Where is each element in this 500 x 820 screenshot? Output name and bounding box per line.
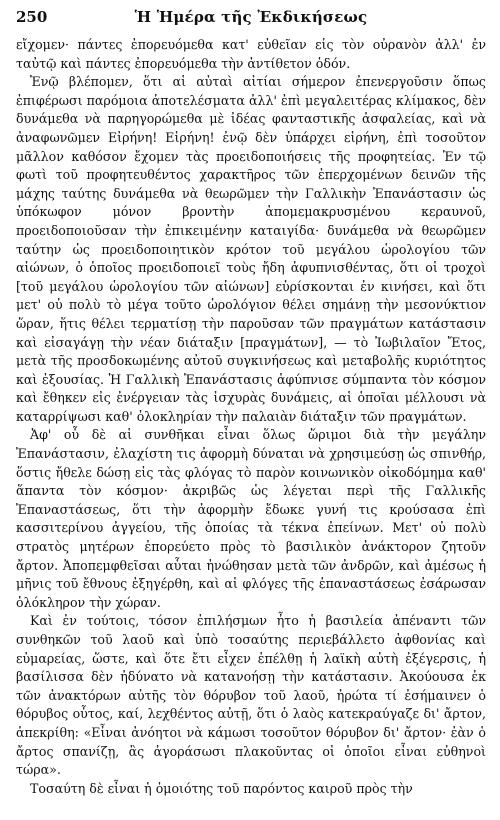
paragraph: Καὶ ἐν τούτοις, τόσον ἐπιλήσμων ἦτο ἡ βασιλεία ἀπέναντι τῶν συνθηκῶν τοῦ λαοῦ καὶ ὑπὸ τοσαύτης περιεβάλλετο ἀφθονίας καὶ εὐμαρείας, ὥστε, καὶ ὅτε ἔτι εἶχεν ἐπέλθῃ ἡ λαϊκὴ αὐτὴ ἐξέγερσις, ἡ βασίλισσα δὲν ἠδύνατο νὰ κατανοήσῃ τὴν κατάστασιν. Ἀκούουσα ἐκ τῶν ἀνακτόρων αὐτῆς τὸν θόρυβον τοῦ λαοῦ, ἠρώτα τί ἐσήμαινεν ὁ θόρυβος οὗτος, καί, λεχθέντος αὐτῇ, ὅτι ὁ λαὸς κατεκραύγαζε δι' ἄρτον, ἀπεκρίθη: «Εἶναι ἀνόητοι νὰ κάμωσι τοσοῦτον θόρυβον δι' ἄρτον· ἐὰν ὁ ἄρτος σπανίζῃ, ἂς ἀγοράσωσι πλακοῦντας οἱ ὁποῖοι εἶναι εὐθηνοὶ τώρα». bbox=[16, 613, 486, 778]
page-header bbox=[16, 8, 486, 32]
page-number: 250 bbox=[16, 8, 48, 26]
paragraph: Τοσαύτη δὲ εἶναι ἡ ὁμοιότης τοῦ παρόντος καιροῦ πρὸς τὴν bbox=[30, 780, 413, 796]
paragraph: εἴχομεν· πάντες ἐπορευόμεθα κατ' εὐθεῖαν εἰς τὸν οὐρανὸν ἀλλ' ἐν ταὐτῷ καὶ πάντες ἐπορευόμεθα τὴν ἀντίθετον ὁδόν. bbox=[16, 37, 486, 71]
running-head: Ἡ Ἡμέρα τῆς Ἐκδικήσεως bbox=[134, 8, 368, 26]
body-text bbox=[16, 36, 486, 798]
book-page bbox=[16, 8, 486, 798]
paragraph: Ἐνῷ βλέπομεν, ὅτι αἱ αὐταὶ αἰτίαι σήμερον ἐπενεργοῦσιν ὅπως ἐπιφέρωσι παρόμοια ἀποτελέσματα ἀλλ' ἐπὶ μεγαλειτέρας κλίμακος, δὲν δυνάμεθα νὰ παρηγορώμεθα μὲ ἰδέας φανταστικῆς ἀσφαλείας, καὶ νὰ ἀναφωνῶμεν Εἰρήνη! Εἰρήνη! ἐνῷ δὲν ὑπάρχει εἰρήνη, ἐπὶ τοσοῦτον μᾶλλον καθόσον ἔχομεν τὰς προειδοποιήσεις τῆς προφητείας. Ἐν τῷ φωτὶ τοῦ προφητευθέντος χαρακτῆρος τῶν ἐπερχομένων δεινῶν τῆς μάχης ταύτης δυνάμεθα νὰ θεωρῶμεν τὴν Γαλλικὴν Ἐπανάστασιν ὡς ὑπόκωφον μόνον βροντὴν ἀπομεμακρυσμένου κεραυνοῦ, προειδοποιοῦσαν τὴν ἐπικειμένην καταιγίδα· δυνάμεθα νὰ θεωρῶμεν ταύτην ὡς προειδοποιητικὸν κρότον τοῦ μεγάλου ὡρολογίου τῶν αἰώνων, ὁ ὁποῖος προειδοποιεῖ τοὺς ἤδη ἀφυπνισθέντας, ὅτι οἱ τροχοὶ [τοῦ μεγάλου ὡρολογίου τῶν αἰώνων] εὑρίσκονται ἐν κινήσει, καὶ ὅτι μετ' οὐ πολὺ τὸ μέγα τοῦτο ὡρολόγιον θέλει σημάνῃ τὴν μεσονύκτιον ὥραν, ἥτις θέλει τερματίσῃ τὴν παροῦσαν τῶν πραγμάτων κατάστασιν καὶ εἰσαγάγῃ τὴν νέαν διάταξιν [πραγμάτων], — τὸ Ἰωβιλαῖον Ἔτος, μετὰ τῆς προσδοκωμένης αὐτοῦ συγκινήσεως καὶ μεταβολῆς κυριότητος καὶ ἐξουσίας. Ἡ Γαλλικὴ Ἐπανάστασις ἀφύπνισε σύμπαντα τὸν κόσμον καὶ ἔθηκεν εἰς ἐνέργειαν τὰς ἰσχυρὰς δυνάμεις, αἱ ὁποῖαι μέλλουσι νὰ καταρρίψωσι καθ' ὁλοκληρίαν τὴν παλαιὰν διάταξιν τῶν πραγμάτων. bbox=[16, 74, 486, 424]
paragraph: Ἀφ' οὗ δὲ αἱ συνθῆκαι εἶναι ὅλως ὥριμοι διὰ τὴν μεγάλην Ἐπανάστασιν, ἐλαχίστη τις ἀφορμὴ δύναται νὰ χρησιμεύσῃ ὡς σπινθήρ, ὅστις ἤθελε δώσῃ εἰς τὰς φλόγας τὸ παρὸν κοινωνικὸν οἰκοδόμημα καθ' ἅπαντα τὸν κόσμον· ἀκριβῶς ὡς λέγεται περὶ τῆς Γαλλικῆς Ἐπαναστάσεως, ὅτι τὴν ἀφορμὴν ἔδωκε γυνή τις κρούσασα ἐπὶ κασσιτερίνου ἀγγείου, τῆς ὁποίας τὰ τέκνα ἐπείνων. Μετ' οὐ πολὺ στρατὸς μητέρων ἐπορεύετο πρὸς τὸ βασιλικὸν ἀνάκτορον ζητοῦν ἄρτον. Ἀποπεμφθεῖσαι αὗται ἠνώθησαν μετὰ τῶν ἀνδρῶν, καὶ ἀμέσως ἡ μῆνις τοῦ ἔθνους ἐξηγέρθη, καὶ αἱ φλόγες τῆς ἐπαναστάσεως ἐσάρωσαν ὁλόκληρον τὴν χώραν. bbox=[16, 427, 486, 610]
